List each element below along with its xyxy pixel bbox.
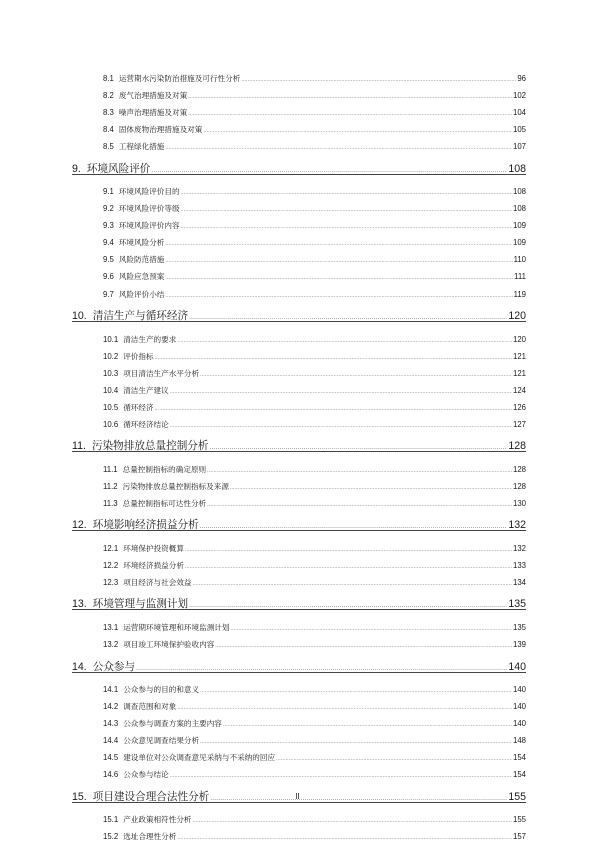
toc-entry-page: 140: [508, 660, 526, 673]
toc-entry-number: 9.: [72, 162, 81, 175]
toc-entry-number: 14.4: [103, 736, 119, 746]
toc-section-entry[interactable]: [72, 639, 526, 650]
toc-section-entry[interactable]: [72, 419, 526, 430]
toc-entry-page: 108: [512, 187, 526, 197]
toc-entry-title: 风险评价小结: [118, 289, 165, 299]
toc-entry-title: 风险应急预案: [118, 272, 165, 282]
toc-entry-title: 选址合理性分析: [123, 832, 177, 842]
toc-entry-number: 13.1: [103, 622, 119, 632]
toc-dot-leader: [185, 564, 512, 570]
toc-entry-page: 148: [512, 736, 526, 746]
toc-entry-title: 运营期环境管理和环境监测计划: [123, 622, 230, 632]
toc-dot-leader: [181, 207, 512, 213]
toc-entry-title: 公众参与结论: [123, 770, 169, 780]
toc-dot-leader: [207, 502, 512, 508]
toc-entry-page: 108: [508, 162, 526, 175]
toc-entry-title: 总量控制指标的确定原则: [122, 464, 207, 474]
toc-section-entry[interactable]: [72, 289, 526, 300]
toc-dot-leader: [165, 293, 512, 299]
toc-section-entry[interactable]: [72, 385, 526, 396]
toc-entry-title: 建设单位对公众调查意见采纳与不采纳的回应: [123, 753, 276, 763]
toc-entry-page: 128: [512, 481, 526, 491]
toc-entry-title: 环境风险评价: [86, 162, 151, 175]
toc-entry-page: 140: [512, 685, 526, 694]
toc-dot-leader: [203, 128, 512, 134]
toc-entry-page: 155: [508, 790, 526, 803]
toc-section-entry[interactable]: [72, 368, 526, 379]
toc-section-entry[interactable]: [72, 735, 526, 746]
toc-dot-leader: [165, 258, 512, 264]
toc-entry-number: 10.2: [103, 351, 119, 361]
toc-entry-page: 102: [512, 91, 526, 101]
toc-dot-leader: [188, 111, 512, 117]
toc-entry-number: 10.3: [103, 368, 119, 378]
toc-entry-title: 清洁生产建议: [123, 385, 169, 395]
toc-section-entry[interactable]: [72, 254, 526, 265]
toc-section-entry[interactable]: [72, 769, 526, 780]
toc-entry-page: 140: [512, 719, 526, 729]
toc-dot-leader: [165, 241, 512, 247]
toc-entry-title: 项目清洁生产水平分析: [123, 368, 200, 378]
toc-entry-title: 废气治理措施及对策: [118, 91, 188, 101]
toc-entry-number: 10.6: [103, 419, 119, 429]
toc-entry-number: 9.4: [103, 238, 114, 248]
toc-entry-number: 12.: [72, 519, 87, 532]
toc-dot-leader: [230, 485, 512, 491]
toc-dot-leader: [170, 423, 512, 429]
toc-dot-leader: [200, 372, 512, 378]
chapter-underline: [72, 451, 526, 452]
toc-dot-leader: [193, 818, 512, 824]
toc-entry-number: 14.1: [103, 685, 119, 694]
toc-section-entry[interactable]: [72, 73, 526, 84]
toc-dot-leader: [193, 581, 512, 587]
toc-entry-title: 运营期水污染防治措施及可行性分析: [118, 74, 241, 83]
toc-entry-page: 132: [512, 543, 526, 553]
toc-dot-leader: [185, 547, 512, 553]
toc-entry-page: 127: [512, 419, 526, 429]
toc-entry-number: 8.2: [103, 91, 114, 101]
chapter-underline: [72, 530, 526, 531]
toc-dot-leader: [155, 406, 512, 412]
toc-entry-page: 155: [512, 815, 526, 825]
toc-entry-page: 154: [512, 770, 526, 780]
toc-entry-page: 130: [512, 498, 526, 508]
toc-section-entry[interactable]: [72, 560, 526, 571]
toc-entry-title: 污染物排放总量控制指标及来源: [122, 481, 229, 491]
toc-section-entry[interactable]: [72, 271, 526, 282]
toc-section-entry[interactable]: [72, 351, 526, 362]
toc-entry-page: 110: [513, 255, 526, 265]
toc-entry-page: 135: [508, 598, 526, 611]
toc-entry-page: 124: [512, 385, 526, 395]
toc-dot-leader: [170, 389, 512, 395]
toc-entry-page: 120: [512, 334, 526, 344]
toc-dot-leader: [231, 626, 512, 632]
toc-entry-number: 15.1: [103, 815, 119, 825]
toc-entry-number: 13.2: [103, 640, 119, 649]
toc-section-entry[interactable]: [72, 684, 526, 695]
toc-entry-number: 11.1: [103, 464, 118, 474]
toc-dot-leader: [200, 688, 512, 694]
toc-entry-title: 环境风险评价等级: [118, 204, 180, 214]
toc-entry-number: 14.3: [103, 719, 119, 729]
toc-entry-title: 总量控制指标可达性分析: [122, 498, 207, 508]
toc-section-entry[interactable]: [72, 107, 526, 118]
toc-dot-leader: [151, 167, 507, 174]
toc-entry-title: 公众参与: [92, 660, 136, 673]
toc-dot-leader: [189, 314, 507, 321]
toc-dot-leader: [215, 643, 512, 649]
toc-entry-number: 14.2: [103, 702, 119, 712]
toc-section-entry[interactable]: [72, 498, 526, 509]
toc-entry-title: 循环经济结论: [123, 419, 169, 429]
toc-entry-page: 126: [512, 402, 526, 412]
toc-entry-number: 9.3: [103, 221, 114, 231]
toc-entry-title: 工程绿化措施: [118, 142, 165, 152]
toc-entry-number: 8.3: [103, 108, 114, 118]
toc-dot-leader: [188, 94, 512, 100]
toc-entry-page: 139: [512, 640, 526, 649]
toc-entry-title: 环境风险评价目的: [118, 187, 180, 197]
toc-section-entry[interactable]: [72, 90, 526, 101]
toc-entry-page: 121: [512, 351, 526, 361]
toc-entry-page: 96: [517, 74, 526, 83]
chapter-underline: [72, 609, 526, 610]
toc-entry-title: 评价指标: [123, 351, 154, 361]
toc-entry-title: 污染物排放总量控制分析: [91, 440, 209, 453]
toc-dot-leader: [209, 444, 507, 451]
toc-section-entry[interactable]: [72, 141, 526, 152]
toc-entry-page: 134: [512, 577, 526, 587]
toc-dot-leader: [241, 77, 516, 83]
toc-dot-leader: [155, 355, 512, 361]
toc-entry-page: 135: [512, 622, 526, 632]
toc-dot-leader: [177, 338, 512, 344]
toc-entry-number: 12.3: [103, 577, 119, 587]
chapter-underline: [72, 672, 526, 673]
toc-entry-page: 121: [512, 368, 526, 378]
chapter-underline: [72, 802, 526, 803]
toc-entry-number: 14.: [72, 660, 87, 673]
toc-entry-number: 14.5: [103, 753, 119, 763]
toc-entry-page: 132: [508, 519, 526, 532]
chapter-underline: [72, 321, 526, 322]
toc-entry-page: 109: [512, 238, 526, 248]
toc-section-entry[interactable]: [72, 831, 526, 842]
toc-section-entry[interactable]: [72, 124, 526, 135]
toc-dot-leader: [223, 722, 512, 728]
toc-entry-title: 循环经济: [123, 402, 154, 412]
toc-section-entry[interactable]: [72, 464, 526, 475]
toc-entry-title: 公众参与调查方案的主要内容: [123, 719, 222, 729]
toc-dot-leader: [165, 275, 513, 281]
toc-entry-title: 环境风险评价内容: [118, 221, 180, 231]
toc-entry-title: 项目竣工环境保护验收内容: [123, 640, 215, 649]
toc-entry-number: 14.6: [103, 770, 119, 780]
toc-entry-page: 119: [513, 289, 526, 299]
toc-dot-leader: [200, 523, 508, 530]
toc-entry-number: 8.5: [103, 142, 114, 152]
toc-section-entry[interactable]: [72, 718, 526, 729]
toc-section-entry[interactable]: [72, 577, 526, 588]
toc-section-entry[interactable]: [72, 186, 526, 197]
toc-dot-leader: [207, 468, 512, 474]
toc-entry-number: 10.4: [103, 385, 119, 395]
toc-entry-number: 13.: [72, 598, 87, 611]
toc-section-entry[interactable]: [72, 334, 526, 345]
toc-entry-title: 产业政策相符性分析: [123, 815, 192, 825]
toc-entry-number: 15.2: [103, 832, 119, 842]
toc-entry-title: 公众意见调查结果分析: [123, 736, 200, 746]
toc-dot-leader: [165, 145, 512, 151]
toc-dot-leader: [276, 756, 512, 762]
toc-entry-page: 111: [514, 272, 526, 282]
toc-entry-title: 清洁生产的要求: [123, 334, 177, 344]
toc-section-entry[interactable]: [72, 701, 526, 712]
toc-section-entry[interactable]: [72, 752, 526, 763]
toc-entry-number: 9.5: [103, 255, 114, 265]
toc-section-entry[interactable]: [72, 203, 526, 214]
toc-dot-leader: [181, 190, 512, 196]
toc-entry-title: 清洁生产与循环经济: [92, 310, 189, 322]
toc-entry-number: 11.3: [103, 498, 118, 508]
toc-entry-page: 109: [512, 221, 526, 231]
toc-dot-leader: [181, 224, 512, 230]
toc-entry-number: 10.5: [103, 402, 119, 412]
toc-entry-title: 环境经济损益分析: [123, 560, 184, 570]
toc-entry-title: 环境保护投资概算: [123, 543, 184, 553]
toc-dot-leader: [177, 705, 512, 711]
toc-dot-leader: [170, 773, 512, 779]
toc-entry-title: 噪声治理措施及对策: [118, 108, 188, 118]
toc-section-entry[interactable]: [72, 543, 526, 554]
toc-entry-number: 12.2: [103, 560, 119, 570]
toc-entry-page: 154: [512, 753, 526, 763]
toc-entry-page: 133: [512, 560, 526, 570]
toc-entry-title: 环境影响经济损益分析: [92, 519, 199, 532]
toc-entry-title: 项目经济与社会效益: [123, 577, 192, 587]
toc-entry-page: 107: [512, 142, 526, 152]
toc-entry-title: 项目建设合理合法性分析: [92, 790, 210, 803]
toc-dot-leader: [136, 665, 507, 672]
toc-entry-title: 固体废物治理措施及对策: [118, 125, 203, 135]
toc-entry-number: 12.1: [103, 543, 119, 553]
toc-entry-page: 128: [508, 440, 526, 453]
toc-entry-title: 环境管理与监测计划: [92, 598, 189, 611]
toc-section-entry[interactable]: [72, 814, 526, 825]
toc-dot-leader: [200, 739, 512, 745]
toc-entry-number: 8.1: [103, 74, 114, 83]
toc-entry-page: 157: [512, 832, 526, 842]
toc-entry-number: 10.: [72, 310, 87, 322]
toc-entry-page: 128: [512, 464, 526, 474]
toc-entry-page: 105: [512, 125, 526, 135]
toc-entry-number: 9.6: [103, 272, 114, 282]
toc-entry-title: 公众参与的目的和意义: [123, 685, 200, 694]
toc-section-entry[interactable]: [72, 622, 526, 633]
toc-section-entry[interactable]: [72, 237, 526, 248]
toc-entry-page: 108: [512, 204, 526, 214]
toc-entry-page: 120: [508, 310, 526, 322]
toc-entry-number: 9.1: [103, 187, 114, 197]
toc-entry-page: 104: [512, 108, 526, 118]
toc-entry-number: 15.: [72, 790, 87, 803]
toc-entry-number: 11.: [72, 440, 86, 453]
toc-dot-leader: [177, 835, 512, 841]
toc-entry-number: 9.2: [103, 204, 114, 214]
chapter-underline: [72, 174, 526, 175]
toc-entry-number: 10.1: [103, 334, 119, 344]
toc-dot-leader: [189, 602, 507, 609]
toc-section-entry[interactable]: [72, 220, 526, 231]
toc-section-entry[interactable]: [72, 402, 526, 413]
toc-entry-page: 140: [512, 702, 526, 712]
toc-entry-title: 环境风险分析: [118, 238, 165, 248]
page-number: II: [295, 792, 300, 801]
toc-section-entry[interactable]: [72, 481, 526, 492]
toc-entry-number: 9.7: [103, 289, 114, 299]
toc-entry-number: 11.2: [103, 481, 118, 491]
toc-entry-number: 8.4: [103, 125, 114, 135]
toc-entry-title: 调查范围和对象: [123, 702, 177, 712]
toc-entry-title: 风险防范措施: [118, 255, 165, 265]
